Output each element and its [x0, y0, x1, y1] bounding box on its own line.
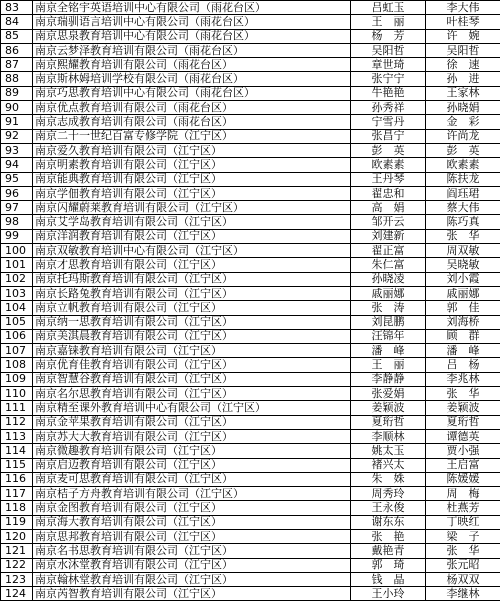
table-row: [1, 444, 500, 458]
legal-representative: 李静静: [351, 372, 426, 386]
row-number: 111: [1, 401, 33, 415]
row-number: 94: [1, 158, 33, 172]
institution-name: 南京思泉教育培训中心有限公司（雨花台区）: [33, 29, 351, 43]
principal-name: 张元昭: [426, 558, 500, 572]
table-row: [1, 15, 500, 29]
legal-representative: 王 丽: [351, 358, 426, 372]
row-number: 97: [1, 201, 33, 215]
table-row: [1, 587, 500, 601]
row-number: 110: [1, 387, 33, 401]
legal-representative: 张昌宁: [351, 129, 426, 143]
row-number: 95: [1, 172, 33, 186]
row-number: 117: [1, 487, 33, 501]
institution-name: 南京优育佳教育培训有限公司（江宁区）: [33, 358, 351, 372]
principal-name: 王启富: [426, 458, 500, 472]
row-number: 107: [1, 344, 33, 358]
institution-name: 南京熙耀教育培训有限公司（雨花台区）: [33, 58, 351, 72]
table-row: [1, 529, 500, 543]
principal-name: 叶桂琴: [426, 15, 500, 29]
principal-name: 戚丽娜: [426, 286, 500, 300]
institution-name: 南京斯林姆培训学校有限公司（雨花台区）: [33, 72, 351, 86]
legal-representative: 翟正富: [351, 244, 426, 258]
institution-name: 南京翰林堂教育培训有限公司（江宁区）: [33, 572, 351, 586]
legal-representative: 姜颖波: [351, 401, 426, 415]
table-row: [1, 401, 500, 415]
principal-name: 周双敏: [426, 244, 500, 258]
institution-name: 南京桔子方舟教育培训有限公司（江宁区）: [33, 487, 351, 501]
legal-representative: 王小玲: [351, 587, 426, 601]
table-row: [1, 329, 500, 343]
row-number: 102: [1, 272, 33, 286]
principal-name: 许尚龙: [426, 129, 500, 143]
row-number: 85: [1, 29, 33, 43]
principal-name: 李兆林: [426, 372, 500, 386]
table-row: [1, 472, 500, 486]
legal-representative: 章世琦: [351, 58, 426, 72]
legal-representative: 戴艳青: [351, 544, 426, 558]
institution-name: 南京金图教育培训有限公司（江宁区）: [33, 501, 351, 515]
principal-name: 许 婉: [426, 29, 500, 43]
principal-name: 郭 佳: [426, 301, 500, 315]
row-number: 109: [1, 372, 33, 386]
institution-name: 南京明素教育培训有限公司（江宁区）: [33, 158, 351, 172]
table-row: [1, 86, 500, 100]
principal-name: 张 华: [426, 229, 500, 243]
legal-representative: 刘建新: [351, 229, 426, 243]
legal-representative: 吴阳哲: [351, 43, 426, 57]
row-number: 83: [1, 1, 33, 15]
institution-name: 南京双敏教育培训中心有限公司（江宁区）: [33, 244, 351, 258]
legal-representative: 汪锦年: [351, 329, 426, 343]
table-row: [1, 115, 500, 129]
table-row: [1, 58, 500, 72]
legal-representative: 戚丽娜: [351, 286, 426, 300]
table-row: [1, 129, 500, 143]
row-number: 84: [1, 15, 33, 29]
institution-name: 南京瑞驯语言培训中心有限公司（雨花台区）: [33, 15, 351, 29]
legal-representative: 张爱娟: [351, 387, 426, 401]
legal-representative: 朱 姝: [351, 472, 426, 486]
institution-name: 南京美淇晨教育培训有限公司（江宁区）: [33, 329, 351, 343]
row-number: 123: [1, 572, 33, 586]
principal-name: 丁映红: [426, 515, 500, 529]
table-row: [1, 72, 500, 86]
institution-name: 南京优点教育培训有限公司（雨花台区）: [33, 101, 351, 115]
principal-name: 刘小霞: [426, 272, 500, 286]
row-number: 106: [1, 329, 33, 343]
row-number: 119: [1, 515, 33, 529]
principal-name: 金 彩: [426, 115, 500, 129]
principal-name: 谭德英: [426, 429, 500, 443]
row-number: 124: [1, 587, 33, 601]
legal-representative: 郭 琦: [351, 558, 426, 572]
row-number: 116: [1, 472, 33, 486]
principal-name: 杨双双: [426, 572, 500, 586]
row-number: 112: [1, 415, 33, 429]
legal-representative: 吕虹玉: [351, 1, 426, 15]
table-row: [1, 501, 500, 515]
table-row: [1, 572, 500, 586]
table-body: [1, 1, 500, 601]
institution-name: 南京洋润教育培训有限公司（江宁区）: [33, 229, 351, 243]
row-number: 98: [1, 215, 33, 229]
legal-representative: 杨 芳: [351, 29, 426, 43]
table-row: [1, 201, 500, 215]
institution-name: 南京水沐堂教育培训有限公司（江宁区）: [33, 558, 351, 572]
legal-representative: 张 艳: [351, 529, 426, 543]
institution-name: 南京纳一思教育培训有限公司（江宁区）: [33, 315, 351, 329]
legal-representative: 张 涛: [351, 301, 426, 315]
principal-name: 顾 群: [426, 329, 500, 343]
principal-name: 李继林: [426, 587, 500, 601]
table-row: [1, 344, 500, 358]
row-number: 101: [1, 258, 33, 272]
institution-name: 南京名书思教育培训有限公司（江宁区）: [33, 544, 351, 558]
table-row: [1, 358, 500, 372]
principal-name: 吴晓敏: [426, 258, 500, 272]
table-row: [1, 372, 500, 386]
table-row: [1, 429, 500, 443]
row-number: 108: [1, 358, 33, 372]
legal-representative: 孙秀祥: [351, 101, 426, 115]
row-number: 120: [1, 529, 33, 543]
row-number: 113: [1, 429, 33, 443]
principal-name: 陈扶龙: [426, 172, 500, 186]
principal-name: 陈媛媛: [426, 472, 500, 486]
principal-name: 刘海桥: [426, 315, 500, 329]
institution-name: 南京才思教育培训有限公司（江宁区）: [33, 258, 351, 272]
row-number: 87: [1, 58, 33, 72]
institution-name: 南京托玛斯教育培训有限公司（江宁区）: [33, 272, 351, 286]
principal-name: 阎珏珺: [426, 186, 500, 200]
principal-name: 吴阳哲: [426, 43, 500, 57]
table-row: [1, 487, 500, 501]
institution-name: 南京云梦泽教育培训有限公司（雨花台区）: [33, 43, 351, 57]
row-number: 115: [1, 458, 33, 472]
principal-name: 潘 峰: [426, 344, 500, 358]
table-row: [1, 286, 500, 300]
principal-name: 吕 杨: [426, 358, 500, 372]
row-number: 103: [1, 286, 33, 300]
legal-representative: 邹开云: [351, 215, 426, 229]
table-row: [1, 258, 500, 272]
legal-representative: 王 丽: [351, 15, 426, 29]
legal-representative: 刘昆鹏: [351, 315, 426, 329]
row-number: 121: [1, 544, 33, 558]
legal-representative: 褚兴太: [351, 458, 426, 472]
table-row: [1, 186, 500, 200]
legal-representative: 王永俊: [351, 501, 426, 515]
principal-name: 孙 进: [426, 72, 500, 86]
principal-name: 贾小强: [426, 444, 500, 458]
legal-representative: 谢东东: [351, 515, 426, 529]
institution-name: 南京精至课外教育培训中心有限公司（江宁区）: [33, 401, 351, 415]
institution-name: 南京金苹果教育培训有限公司（江宁区）: [33, 415, 351, 429]
institution-name: 南京思邦教育培训有限公司（江宁区）: [33, 529, 351, 543]
legal-representative: 欧素素: [351, 158, 426, 172]
row-number: 105: [1, 315, 33, 329]
row-number: 104: [1, 301, 33, 315]
institution-name: 南京麦可思教育培训有限公司（江宁区）: [33, 472, 351, 486]
principal-name: 张 华: [426, 387, 500, 401]
table-row: [1, 515, 500, 529]
row-number: 90: [1, 101, 33, 115]
row-number: 89: [1, 86, 33, 100]
table-row: [1, 315, 500, 329]
principal-name: 陈巧真: [426, 215, 500, 229]
institution-name: 南京智慧谷教育培训有限公司（江宁区）: [33, 372, 351, 386]
legal-representative: 牛艳艳: [351, 86, 426, 100]
table-row: [1, 1, 500, 15]
institution-name: 南京嘉铼教育培训有限公司（江宁区）: [33, 344, 351, 358]
row-number: 100: [1, 244, 33, 258]
institution-name: 南京长路兔教育培训有限公司（江宁区）: [33, 286, 351, 300]
legal-representative: 王丹琴: [351, 172, 426, 186]
institution-name: 南京名尔思教育培训有限公司（江宁区）: [33, 387, 351, 401]
principal-name: 夏珩哲: [426, 415, 500, 429]
legal-representative: 朱仁富: [351, 258, 426, 272]
table-row: [1, 143, 500, 157]
row-number: 92: [1, 129, 33, 143]
principal-name: 周 梅: [426, 487, 500, 501]
legal-representative: 翟忠和: [351, 186, 426, 200]
institution-name: 南京能典教育培训有限公司（江宁区）: [33, 172, 351, 186]
legal-representative: 钱 晶: [351, 572, 426, 586]
institution-name: 南京启迈教育培训有限公司（江宁区）: [33, 458, 351, 472]
institution-name: 南京爱久教育培训有限公司（江宁区）: [33, 143, 351, 157]
legal-representative: 李顺林: [351, 429, 426, 443]
legal-representative: 高 娟: [351, 201, 426, 215]
row-number: 118: [1, 501, 33, 515]
table-row: [1, 229, 500, 243]
legal-representative: 宁雪丹: [351, 115, 426, 129]
legal-representative: 夏珩哲: [351, 415, 426, 429]
institution-name: 南京闪耀蔚莱教育培训有限公司（江宁区）: [33, 201, 351, 215]
principal-name: 孙晓娟: [426, 101, 500, 115]
legal-representative: 张宁宁: [351, 72, 426, 86]
institution-name: 南京芮智教育培训有限公司（江宁区）: [33, 587, 351, 601]
principal-name: 李大伟: [426, 1, 500, 15]
table-row: [1, 415, 500, 429]
table-row: [1, 387, 500, 401]
row-number: 91: [1, 115, 33, 129]
table-row: [1, 101, 500, 115]
institution-name: 南京苏大大教育培训有限公司（江宁区）: [33, 429, 351, 443]
table-row: [1, 158, 500, 172]
table-row: [1, 244, 500, 258]
institution-name: 南京立帆教育培训有限公司（江宁区）: [33, 301, 351, 315]
principal-name: 姜颖波: [426, 401, 500, 415]
principal-name: 彭 英: [426, 143, 500, 157]
legal-representative: 姚太玉: [351, 444, 426, 458]
row-number: 86: [1, 43, 33, 57]
institution-name: 南京艾学岛教育培训有限公司（江宁区）: [33, 215, 351, 229]
table-row: [1, 43, 500, 57]
principal-name: 欧素素: [426, 158, 500, 172]
principal-name: 徐 速: [426, 58, 500, 72]
row-number: 99: [1, 229, 33, 243]
legal-representative: 彭 英: [351, 143, 426, 157]
institution-name: 南京海大教育培训有限公司（江宁区）: [33, 515, 351, 529]
table-row: [1, 544, 500, 558]
row-number: 96: [1, 186, 33, 200]
principal-name: 梁 子: [426, 529, 500, 543]
row-number: 122: [1, 558, 33, 572]
row-number: 114: [1, 444, 33, 458]
table-row: [1, 301, 500, 315]
row-number: 88: [1, 72, 33, 86]
legal-representative: 潘 峰: [351, 344, 426, 358]
legal-representative: 孙晓凌: [351, 272, 426, 286]
principal-name: 王家林: [426, 86, 500, 100]
table-row: [1, 29, 500, 43]
institution-name: 南京巧思教育培训中心有限公司（雨花台区）: [33, 86, 351, 100]
principal-name: 张 华: [426, 544, 500, 558]
legal-representative: 周秀玲: [351, 487, 426, 501]
institution-name: 南京志成教育培训有限公司（雨花台区）: [33, 115, 351, 129]
table-row: [1, 458, 500, 472]
table-row: [1, 215, 500, 229]
principal-name: 杜燕芳: [426, 501, 500, 515]
table-row: [1, 558, 500, 572]
principal-name: 蔡大伟: [426, 201, 500, 215]
row-number: 93: [1, 143, 33, 157]
institution-name: 南京微趣教育培训有限公司（江宁区）: [33, 444, 351, 458]
institution-name: 南京学佃教育培训有限公司（江宁区）: [33, 186, 351, 200]
institution-name: 南京全铭宇英语培训中心有限公司（雨花台区）: [33, 1, 351, 15]
institution-name: 南京二十一世纪百富专修学院（江宁区）: [33, 129, 351, 143]
table-row: [1, 172, 500, 186]
table-row: [1, 272, 500, 286]
